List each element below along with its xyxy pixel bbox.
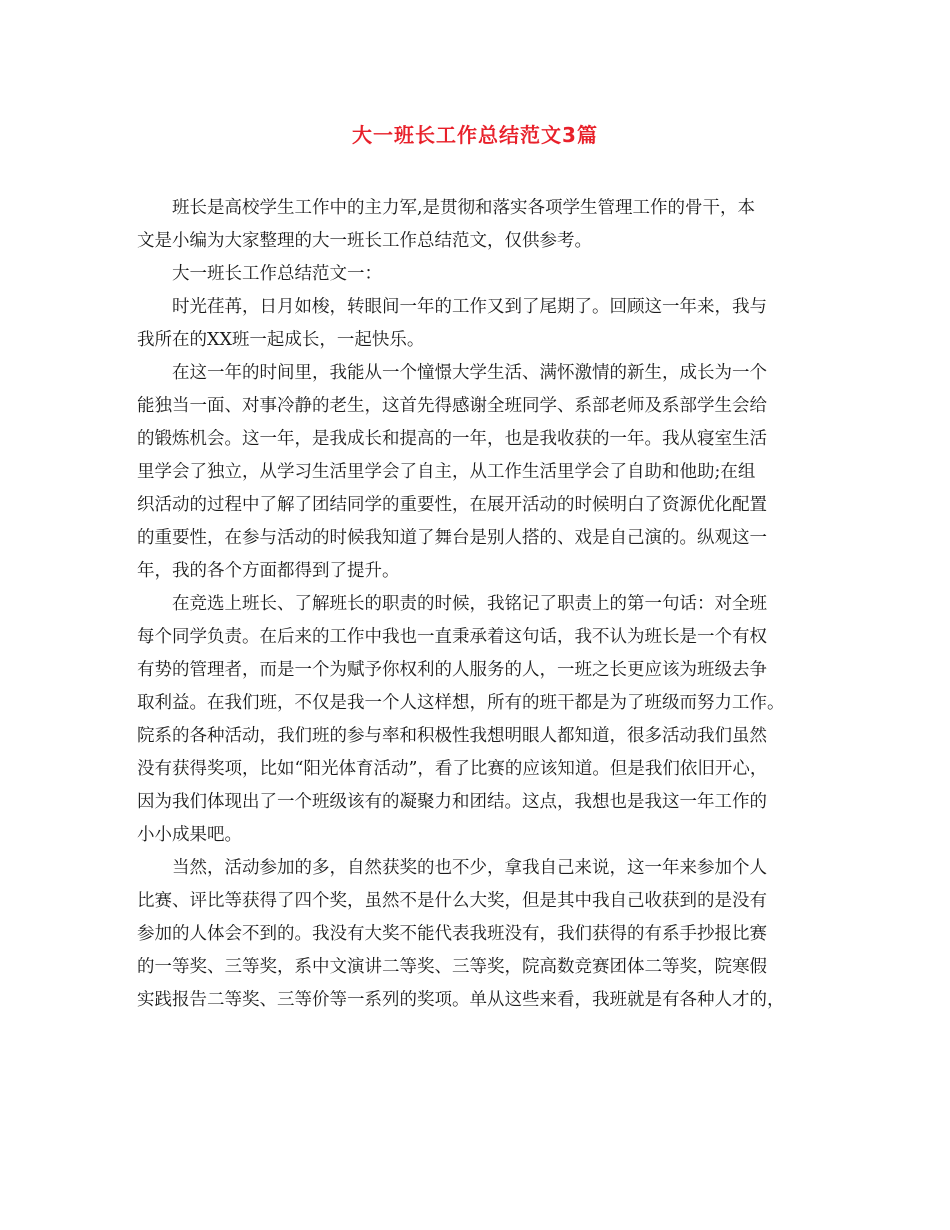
text-line: 年，我的各个方面都得到了提升。 (137, 561, 400, 581)
text-line: 因为我们体现出了一个班级该有的凝聚力和团结。这点，我想也是我这一年工作的 (137, 792, 767, 812)
document-title: 大一班长工作总结范文3篇 (352, 123, 598, 147)
text-line: 的重要性，在参与活动的时候我知道了舞台是别人搭的、戏是自己演的。纵观这一 (137, 528, 767, 548)
document-body (137, 192, 819, 1017)
text-line: 里学会了独立，从学习生活里学会了自主，从工作生活里学会了自助和他助;在组 (137, 462, 756, 482)
text-line: 没有获得奖项，比如“阳光体育活动”，看了比赛的应该知道。但是我们依旧开心， (137, 759, 768, 779)
text-line: 班长是高校学生工作中的主力军,是贯彻和落实各项学生管理工作的骨干，本 (172, 198, 756, 218)
text-line: 我所在的XX班一起成长，一起快乐。 (137, 330, 425, 350)
text-line: 小小成果吧。 (137, 825, 242, 845)
text-line: 取利益。在我们班，不仅是我一个人这样想，所有的班干都是为了班级而努力工作。 (137, 693, 785, 713)
text-line: 的一等奖、三等奖，系中文演讲二等奖、三等奖，院高数竞赛团体二等奖，院寒假 (137, 957, 767, 977)
text-line: 院系的各种活动，我们班的参与率和积极性我想明眼人都知道，很多活动我们虽然 (137, 726, 767, 746)
text-line: 大一班长工作总结范文一： (172, 264, 382, 284)
text-line: 比赛、评比等获得了四个奖，虽然不是什么大奖，但是其中我自己收获到的是没有 (137, 891, 767, 911)
text-line: 实践报告二等奖、三等价等一系列的奖项。单从这些来看，我班就是有各种人才的， (137, 990, 785, 1010)
paragraph-section-heading (137, 258, 819, 291)
text-line: 每个同学负责。在后来的工作中我也一直秉承着这句话，我不认为班长是一个有权 (137, 627, 767, 647)
paragraph (137, 588, 819, 852)
paragraph (137, 852, 819, 1017)
paragraph (137, 291, 819, 357)
text-line: 文是小编为大家整理的大一班长工作总结范文，仅供参考。 (137, 231, 592, 251)
paragraph (137, 357, 819, 588)
text-line: 在这一年的时间里，我能从一个憧憬大学生活、满怀激情的新生，成长为一个 (172, 363, 767, 383)
paragraph-intro (137, 192, 819, 258)
text-line: 在竞选上班长、了解班长的职责的时候，我铭记了职责上的第一句话：对全班 (172, 594, 767, 614)
text-line: 时光荏苒，日月如梭，转眼间一年的工作又到了尾期了。回顾这一年来，我与 (172, 297, 767, 317)
text-line: 有势的管理者，而是一个为赋予你权利的人服务的人，一班之长更应该为班级去争 (137, 660, 767, 680)
text-line: 的锻炼机会。这一年，是我成长和提高的一年，也是我收获的一年。我从寝室生活 (137, 429, 767, 449)
text-line: 能独当一面、对事冷静的老生，这首先得感谢全班同学、系部老师及系部学生会给 (137, 396, 767, 416)
text-line: 参加的人体会不到的。我没有大奖不能代表我班没有，我们获得的有系手抄报比赛 (137, 924, 767, 944)
text-line: 织活动的过程中了解了团结同学的重要性，在展开活动的时候明白了资源优化配置 (137, 495, 767, 515)
text-line: 当然，活动参加的多，自然获奖的也不少，拿我自己来说，这一年来参加个人 (172, 858, 767, 878)
